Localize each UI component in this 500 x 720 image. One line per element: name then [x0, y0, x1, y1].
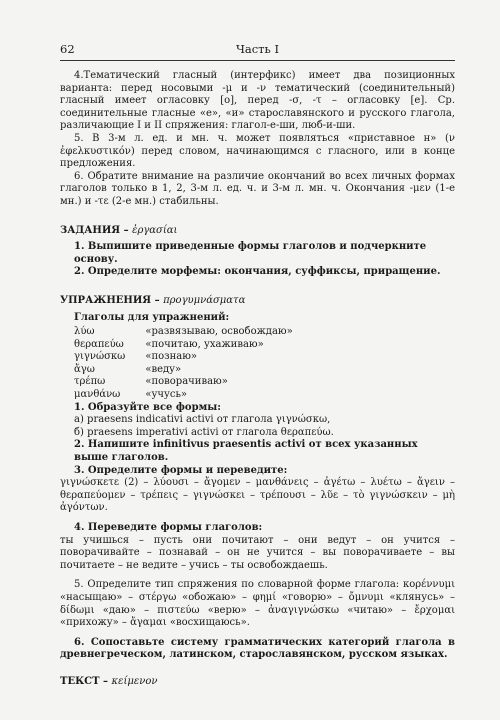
exercise-5 — [60, 579, 455, 629]
page-body — [60, 70, 455, 689]
tasks-heading — [60, 225, 455, 238]
tasks-heading-greek: ἐργασίαι — [132, 224, 178, 236]
part-title: Часть I — [235, 42, 279, 56]
exercise-4-text: ты учишься – пусть они почитают – они ведут – он учится – поворачивайте – познавай – он не учится – вы поворачиваете – вы почитаете – не ведите – учись – ты освобождаешь. — [60, 534, 455, 571]
verb-greek: γιγνώσκω — [74, 351, 126, 363]
text-heading-ru: ТЕКСТ – — [60, 675, 112, 687]
exercise-1-b: б) praesens imperativi activi от глагола θεραπεύω. — [74, 426, 334, 438]
running-header — [60, 40, 455, 58]
exercises-heading-greek: προγυμνάσματα — [163, 294, 246, 306]
exercises-heading — [60, 295, 455, 308]
verb-gloss: «познаю» — [145, 351, 198, 363]
header-rule — [60, 60, 455, 61]
exercise-5-text: 5. Определите тип спряжения по словарной форме глагола: κορέννυμι «насыщаю» – στέργω «обожаю» – φημί «говорю» – ὄμνυμι «клянусь» – δίδωμι «даю» – πιστεύω «верю» – ἀναγιγνώσκω «читаю» – ἔρχομαι «прихожу» – ἄγαμαι «восхищаюсь». — [60, 579, 455, 629]
verbs-table — [74, 326, 313, 402]
exercise-1-a: а) praesens indicativi activi от глагола γιγνώσκω, — [74, 414, 331, 426]
exercise-2-title: 2. Напишите infinitivus praesentis activi от всех указанных выше глаголов. — [74, 439, 418, 464]
task-2: 2. Определите морфемы: окончания, суффиксы, приращение. — [74, 266, 441, 278]
verb-gloss: «веду» — [145, 363, 182, 375]
verb-gloss: «учусь» — [145, 389, 188, 401]
exercise-1-title: 1. Образуйте все формы: — [74, 401, 221, 413]
task-1: 1. Выпишите приведенные формы глаголов и подчеркните основу. — [74, 241, 427, 265]
note-4: 4.Тематический гласный (интерфикс) имеет два позиционных варианта: перед носовыми -μ и -ν тематический (соединительный) гласный имеет огласовку [о], перед -σ, -τ – огласовку [е]. Ср. соединительные гласные «е», «и» старославянского и русского глагола, различающие I и II спряжения: глагол-е-ши, люб-и-ши. — [60, 70, 455, 132]
verb-greek: λύω — [74, 326, 95, 338]
verb-greek: μανθάνω — [74, 389, 121, 401]
verbs-heading: Глаголы для упражнений: — [74, 311, 230, 323]
verb-gloss: «поворачиваю» — [145, 376, 228, 388]
verb-row — [74, 389, 313, 402]
note-5: 5. В 3-м л. ед. и мн. ч. может появляться «приставное н» (ν ἐφελκυστικόν) перед словом, начинающимся с гласного, или в конце предложения. — [60, 132, 455, 170]
page-number: 62 — [60, 42, 75, 56]
verb-row — [74, 351, 313, 364]
exercise-6: 6. Сопоставьте систему грамматических категорий глагола в древнегреческом, латинском, старославянском, русском языках. — [60, 636, 455, 661]
exercises-heading-ru: УПРАЖНЕНИЯ – — [60, 294, 164, 306]
note-6: 6. Обратите внимание на различие окончаний во всех личных формах глаголов только в 1, 2, 3-м л. ед. ч. и 3-м л. мн. ч. Окончания -μεν (1-е мн.) и -τε (2-е мн.) стабильны. — [60, 170, 455, 207]
verb-greek: ἄγω — [74, 363, 95, 375]
verb-greek: τρέπω — [74, 376, 106, 388]
text-heading — [60, 676, 455, 689]
verb-gloss: «почитаю, ухаживаю» — [145, 338, 264, 350]
text-heading-greek: κείμενον — [111, 675, 158, 687]
tasks-heading-ru: ЗАДАНИЯ – — [60, 224, 133, 236]
verb-row — [74, 339, 313, 352]
verb-row — [74, 376, 313, 389]
verb-greek: θεραπεύω — [74, 338, 124, 350]
exercise-4-title: 4. Переведите формы глаголов: — [74, 522, 263, 533]
exercise-3-title: 3. Определите формы и переведите: — [74, 464, 288, 476]
verb-row — [74, 364, 313, 377]
verb-row — [74, 326, 313, 339]
verb-gloss: «развязываю, освобождаю» — [145, 326, 293, 338]
exercise-3-text: γιγνώσκετε (2) – λύουσι – ἄγομεν – μανθάνεις – ἀγέτω – λυέτω – ἄγειν – θεραπεύομεν – τρέπεις – γιγνώσκει – τρέπουσι – λῦε – τὸ γιγνώσκειν – μὴ ἀγόντων. — [60, 477, 455, 514]
